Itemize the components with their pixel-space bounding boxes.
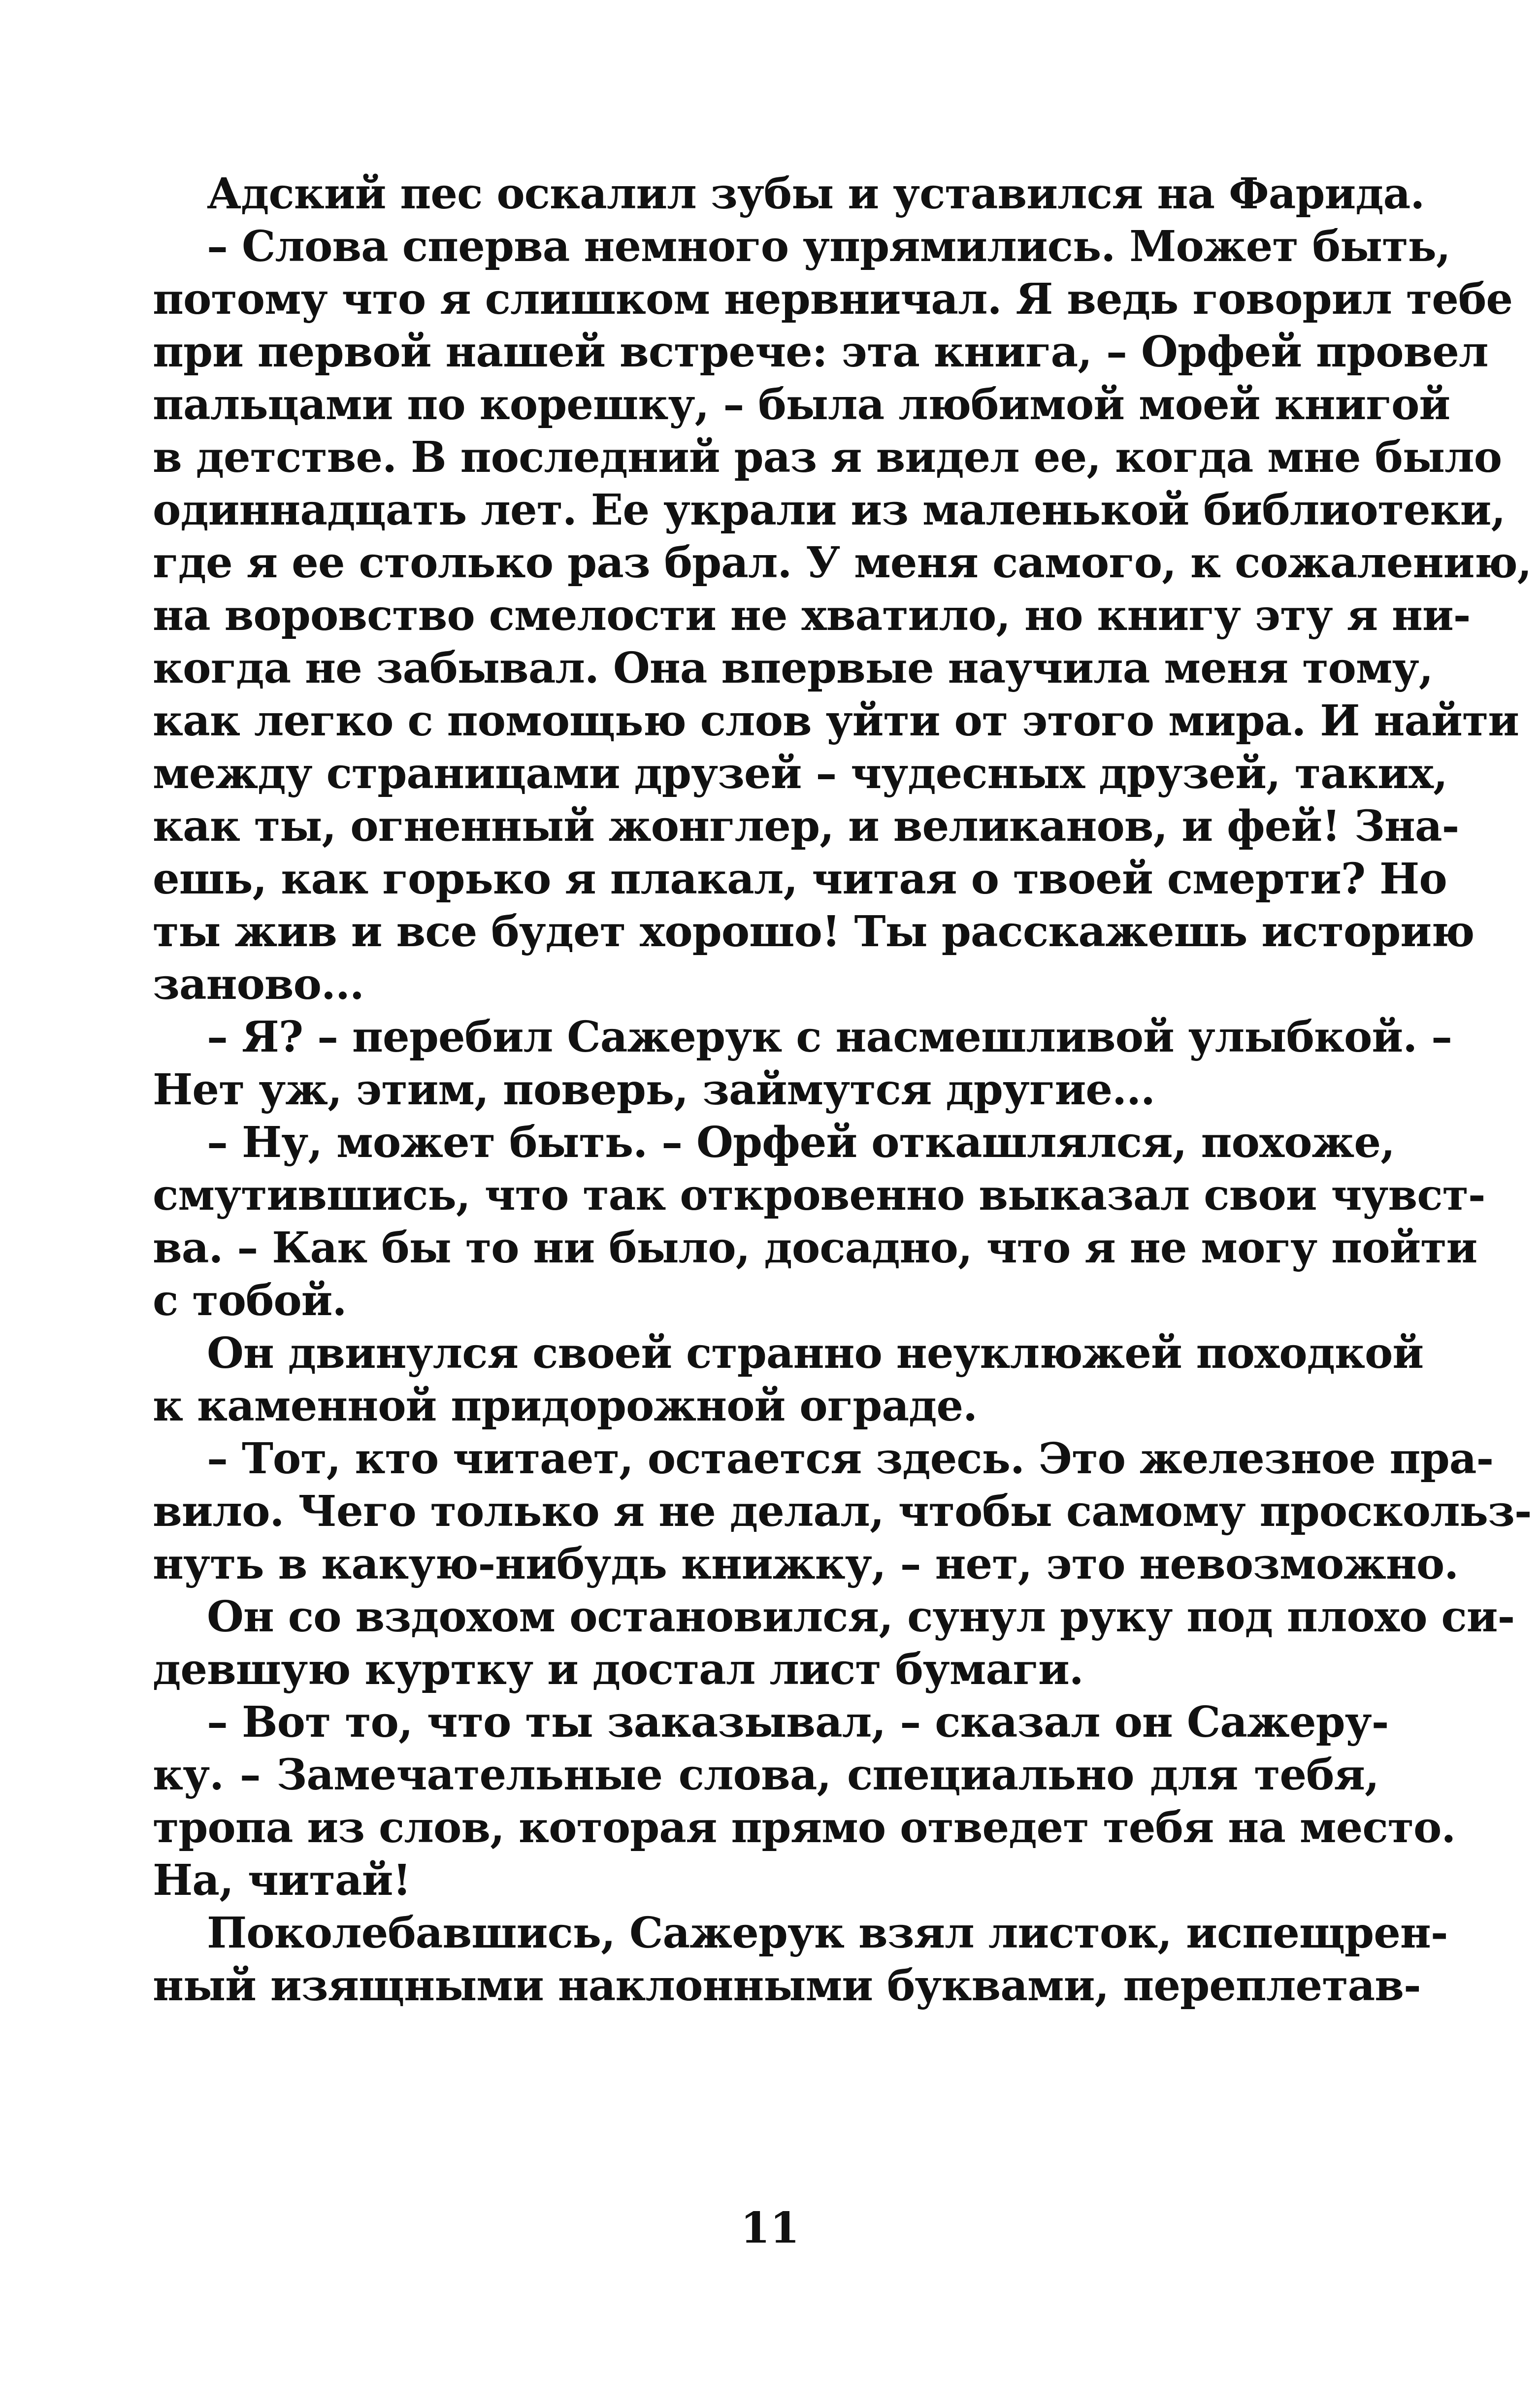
text-line: – Тот, кто читает, остается здесь. Это железное пра- (207, 1434, 1494, 1484)
text-line: Он двинулся своей странно неуклюжей походкой (207, 1328, 1424, 1378)
text-line: – Слова сперва немного упрямились. Может быть, (207, 222, 1450, 271)
text-line: где я ее столько раз брал. У меня самого, к сожалению, (153, 538, 1532, 588)
text-line: ку. – Замечательные слова, специально для тебя, (153, 1750, 1379, 1800)
text-line: заново... (153, 959, 364, 1009)
page-number: 11 (740, 2203, 800, 2253)
text-line: нуть в какую-нибудь книжку, – нет, это невозможно. (153, 1539, 1459, 1589)
text-line: девшую куртку и достал лист бумаги. (153, 1645, 1083, 1694)
text-line: – Вот то, что ты заказывал, – сказал он Сажеру- (207, 1697, 1389, 1747)
text-line: ва. – Как бы то ни было, досадно, что я не могу пойти (153, 1223, 1477, 1273)
text-line: – Ну, может быть. – Орфей откашлялся, похоже, (207, 1118, 1395, 1167)
text-line: как ты, огненный жонглер, и великанов, и фей! Зна- (153, 801, 1459, 851)
text-line: ешь, как горько я плакал, читая о твоей смерти? Но (153, 854, 1447, 904)
text-line: Адский пес оскалил зубы и уставился на Фарида. (207, 169, 1425, 219)
text-line: с тобой. (153, 1276, 347, 1325)
text-line: ный изящными наклонными буквами, переплетав- (153, 1961, 1421, 2011)
text-line: Он со вздохом остановился, сунул руку под плохо си- (207, 1592, 1515, 1642)
text-line: когда не забывал. Она впервые научила меня тому, (153, 643, 1433, 693)
text-line: между страницами друзей – чудесных друзей, таких, (153, 749, 1447, 798)
text-line: потому что я слишком нервничал. Я ведь говорил тебе (153, 274, 1513, 324)
text-line: Поколебавшись, Сажерук взял листок, испещрен- (207, 1908, 1448, 1958)
page-body-text (153, 167, 1532, 2012)
text-line: к каменной придорожной ограде. (153, 1381, 978, 1431)
text-line: пальцами по корешку, – была любимой моей книгой (153, 380, 1450, 430)
text-line: тропа из слов, которая прямо отведет тебя на место. (153, 1803, 1456, 1852)
text-line: одиннадцать лет. Ее украли из маленькой библиотеки, (153, 485, 1506, 535)
text-line: как легко с помощью слов уйти от этого мира. И найти (153, 696, 1519, 746)
text-line: На, читай! (153, 1855, 411, 1905)
text-line: на воровство смелости не хватило, но книгу эту я ни- (153, 591, 1471, 640)
text-line: смутившись, что так откровенно выказал свои чувст- (153, 1170, 1485, 1220)
text-line: вило. Чего только я не делал, чтобы самому проскольз- (153, 1487, 1532, 1536)
text-line: Нет уж, этим, поверь, займутся другие... (153, 1065, 1155, 1115)
text-line: при первой нашей встрече: эта книга, – Орфей провел (153, 327, 1488, 377)
text-line: – Я? – перебил Сажерук с насмешливой улыбкой. – (207, 1012, 1452, 1062)
text-line: в детстве. В последний раз я видел ее, когда мне было (153, 432, 1502, 482)
text-line: ты жив и все будет хорошо! Ты расскажешь историю (153, 907, 1474, 957)
